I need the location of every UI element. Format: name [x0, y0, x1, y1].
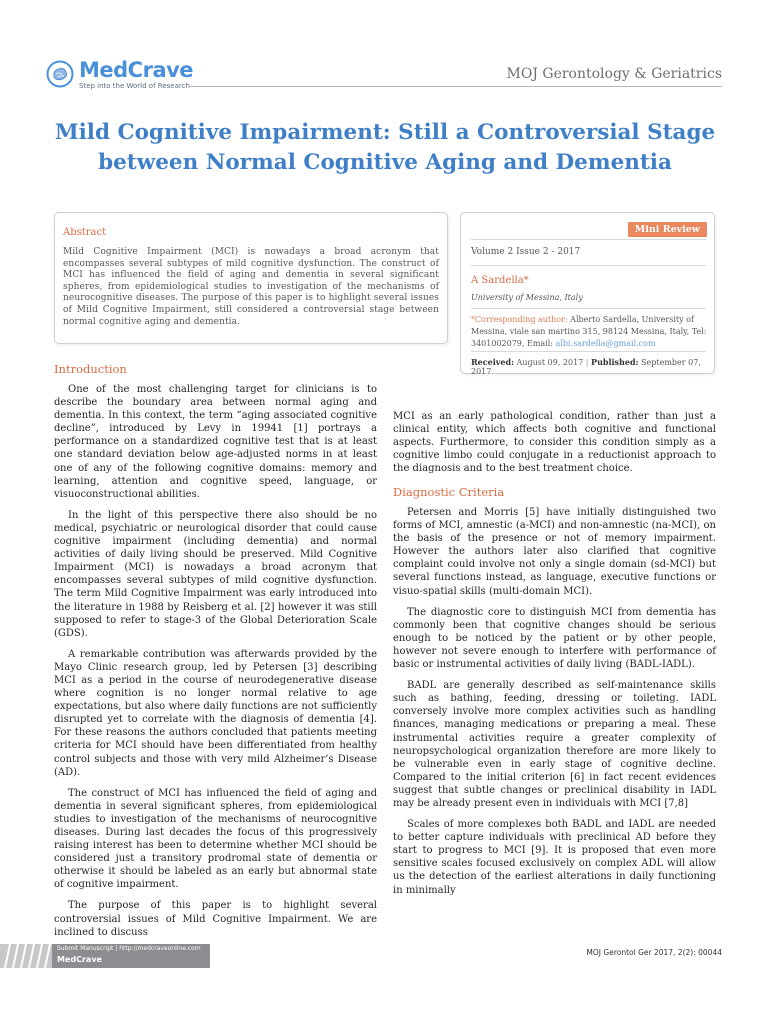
abstract-text: Mild Cognitive Impairment (MCI) is nowadays a broad acronym that encompasses several subtypes of mild cognitive dysfunction. The construct of MCI has influenced the field of aging and dementia in several significant spheres, from epidemiological studies to investigation of the mechanisms of neurocognitive diseases. The purpose of this paper is to highlight several issues of Mild Cognitive Impairment, still considered a controversial stage between normal cognitive aging and dementia. [63, 247, 439, 327]
author-affiliation: University of Messina, Italy [471, 293, 583, 302]
abstract-box [54, 212, 448, 344]
body-paragraph: The purpose of this paper is to highlight several controversial issues of Mild Cognitive Impairment. We are inclined to discuss [54, 900, 377, 938]
body-paragraph: MCI as an early pathological condition, rather than just a clinical entity, which affects both cognitive and functional aspects. Furthermore, to consider this condition simply as a cognitive limbo could conjugate in a reductionist approach to the diagnosis and to the best treatment choice. [393, 411, 716, 475]
logo-tagline: Step into the World of Research [79, 82, 190, 90]
volume-issue: Volume 2 Issue 2 - 2017 [471, 247, 581, 257]
header-divider [190, 86, 722, 87]
right-column [393, 506, 716, 905]
corresponding-author [471, 314, 707, 350]
footer-brand: MedCrave [57, 955, 102, 964]
author-email-link[interactable]: albi.sardella@gmail.com [555, 339, 656, 348]
received-date: August 09, 2017 [514, 358, 584, 367]
medcrave-logo[interactable] [46, 60, 196, 94]
footer-citation: MOJ Gerontol Ger 2017, 2(2): 00044 [586, 948, 722, 957]
body-paragraph: The construct of MCI has influenced the field of aging and dementia in several significant spheres, from epidemiological studies to investigation of the mechanisms of neurocognitive diseases. During last decades the focus of this progressively raising interest has been to determine whether MCI should be considered just a transitory prodromal state of dementia or otherwise it should be labeled as an early but abnormal state of cognitive impairment. [54, 787, 377, 891]
logo-name: MedCrave [79, 58, 194, 82]
body-paragraph: One of the most challenging target for clinicians is to describe the boundary area between normal aging and dementia. In this context, the term “aging associated cognitive decline”, introduced by Levy in 19941 [1] portrays a performance on a standardized cognitive test that is at least one standard deviation below age-adjusted norms in at least one of any of the following cognitive domains: memory and learning, attention and cognitive speed, language, or visuoconstructional abilities. [54, 384, 377, 500]
title-line-1: Mild Cognitive Impairment: Still a Controversial Stage [54, 120, 716, 145]
body-paragraph: Scales of more complexes both BADL and IADL are needed to better capture individuals with preclinical AD before they start to progress to MCI [9]. It is proposed that even more sensitive scales focused exclusively on complex ADL will allow us the detection of the earliest alterations in daily functioning in minimally [393, 819, 716, 896]
published-date: September 07, 2017 [471, 358, 701, 376]
body-paragraph: The diagnostic core to distinguish MCI from dementia has commonly been that cognitive changes should be serious enough to be noticed by the patient or by other people, however not severe enough to interfere with performance of basic or instrumental activities of daily living (BADL-IADL). [393, 606, 716, 671]
article-dates [471, 357, 714, 376]
introduction-heading: Introduction [54, 362, 127, 376]
left-column [54, 383, 377, 947]
received-label: Received: [471, 357, 515, 367]
article-type-badge: Mini Review [628, 222, 707, 237]
diagnostic-criteria-heading: Diagnostic Criteria [393, 485, 505, 499]
journal-name: MOJ Gerontology & Geriatrics [506, 66, 722, 82]
body-paragraph: BADL are generally described as self-maintenance skills such as bathing, feeding, dressing or toileting. IADL conversely involve more complex activities such as handling finances, managing medications or preparing a meal. These instrumental activities require a greater complexity of neuropsychological organization therefore are more likely to be vulnerable even in early stage of cognitive decline. Compared to the initial criterion [6] in fact recent evidences suggest that subtle changes or preclinical disability in IADL may be already present even in individuals with MCI [7,8] [393, 680, 716, 809]
brain-logo-icon [46, 60, 74, 88]
published-label: Published: [591, 357, 639, 367]
submit-manuscript-link[interactable]: Submit Manuscript | http://medcraveonline.com [57, 945, 201, 952]
body-paragraph: Petersen and Morris [5] have initially distinguished two forms of MCI, amnestic (a-MCI) and non-amnestic (na-MCI), on the basis of the presence or not of memory impairment. However the authors later also clarified that cognitive complaint could involve not only a single domain (sd-MCI) but several functions instead, as language, executive functions or visuo-spatial skills (multi-domain MCI). [393, 507, 716, 597]
corresponding-author-label: *Corresponding author: [471, 315, 568, 324]
info-divider [471, 265, 706, 266]
body-paragraph: In the light of this perspective there also should be no medical, psychiatric or neurological disorder that could cause cognitive impairment (including dementia) and normal activities of daily living should be preserved. Mild Cognitive Impairment (MCI) is nowadays a broad acronym that encompasses several subtypes of mild cognitive dysfunction. The term Mild Cognitive Impairment was early introduced into the literature in 1988 by Reisberg et al. [2] however it was still supposed to refer to stage-3 of the Global Deterioration Scale (GDS). [54, 509, 377, 639]
date-separator: | [583, 358, 592, 367]
title-line-2: between Normal Cognitive Aging and Dementia [98, 150, 672, 175]
info-divider [471, 351, 706, 352]
abstract-heading: Abstract [63, 227, 107, 238]
body-paragraph: A remarkable contribution was afterwards provided by the Mayo Clinic research group, led by Petersen [3] describing MCI as a period in the course of neurodegenerative disease where cognition is no longer normal relative to age expectations, but also where daily functions are not sufficiently disrupted yet to correlate with the diagnosis of dementia [4]. For these reasons the authors concluded that patients meeting criteria for MCI should have been differentiated from healthy control subjects and those with very mild Alzheimer’s Disease (AD). [54, 648, 377, 778]
author-name[interactable]: A Sardella* [471, 275, 529, 286]
info-divider [471, 239, 706, 240]
corresponding-author-details: Alberto Sardella, University of Messina, viale san martino 315, 98124 Messina, Italy, Tel: 3401002079, Email: [471, 315, 707, 348]
article-title [40, 118, 730, 178]
article-info-box [460, 212, 715, 374]
right-column-top [393, 410, 716, 475]
info-divider [471, 308, 706, 309]
